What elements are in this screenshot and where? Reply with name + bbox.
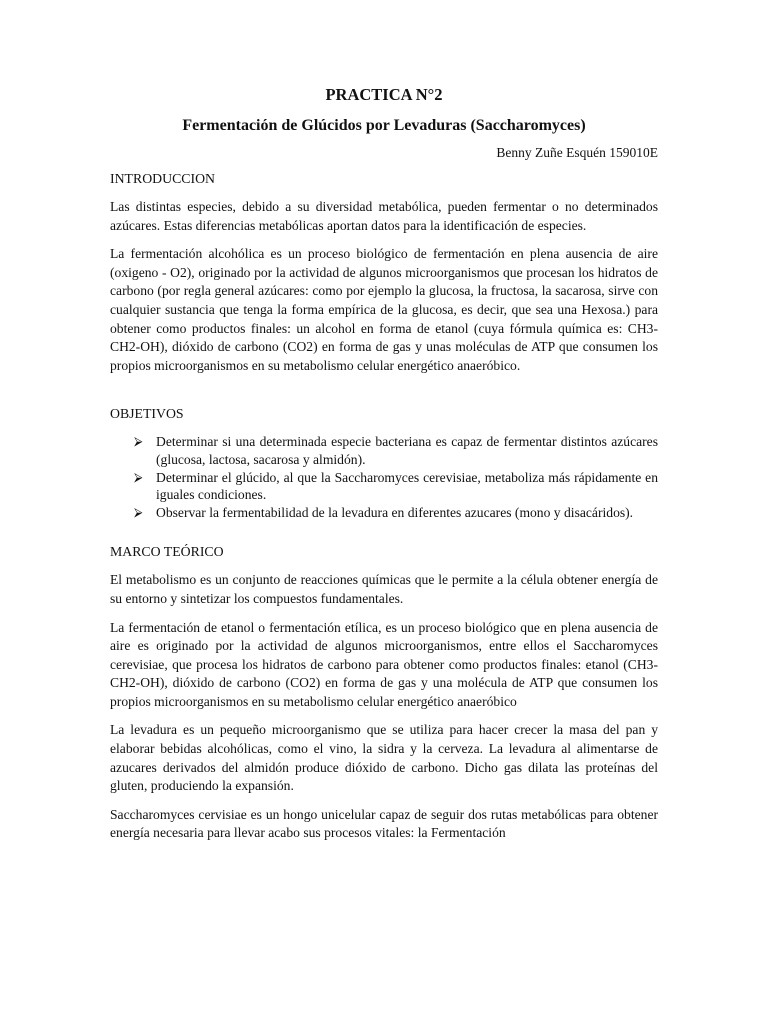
paragraph: Saccharomyces cervisiae es un hongo unicelular capaz de seguir dos rutas metabólicas para obtener energía necesaria para llevar acabo sus procesos vitales: la Fermentación [110,806,658,841]
paragraph: La fermentación de etanol o fermentación etílica, es un proceso biológico que en plena ausencia de aire es originado por la actividad de algunos microorganismos, entre ellos el Saccharomyces cerevisiae, que procesa los hidratos de carbono para obtener como productos finales: etanol (CH3-CH2-OH), dióxido de carbono (CO2) en forma de gas y una molécula de ATP que consumen los propios microorganismos en su metabolismo celular energético anaeróbico [110,619,658,709]
list-item-text: Observar la fermentabilidad de la levadura en diferentes azucares (mono y disacáridos). [156,504,634,520]
list-item [134,504,658,522]
spacer [110,385,658,405]
paragraph: La levadura es un pequeño microorganismo que se utiliza para hacer crecer la masa del pan y elaborar bebidas alcohólicas, como el vino, la sidra y la cerveza. La levadura al alimentarse de azucares derivados del almidón produce dióxido de carbono. Dicho gas dilata las proteínas del gluten, produciendo la expansión. [110,722,658,794]
document-subtitle: Fermentación de Glúcidos por Levaduras (Saccharomyces) [182,117,586,134]
document-title: PRACTICA N°2 [325,85,443,104]
paragraph: El metabolismo es un conjunto de reacciones químicas que le permite a la célula obtener energía de su entorno y sintetizar los compuestos fundamentales. [110,572,658,606]
paragraph: La fermentación alcohólica es un proceso biológico de fermentación en plena ausencia de aire (oxigeno - O2), originado por la actividad de algunos microorganismos que procesan los hidratos de carbono (por regla general azúcares: como por ejemplo la glucosa, la fructosa, la sacarosa, sirve con cualquier sustancia que tenga la forma empírica de la glucosa, es decir, que sea una Hexosa.) para obtener como productos finales: un alcohol en forma de etanol (cuya fórmula química es: CH3-CH2-OH), dióxido de carbono (CO2) en forma de gas y unas moléculas de ATP que consumen los propios microorganismos en su metabolismo celular energético anaeróbico. [110,246,658,373]
section-heading-objetivos: OBJETIVOS [110,406,184,422]
list-item [134,433,658,468]
list-item [134,469,658,504]
spacer [110,521,658,543]
section-heading-introduccion: INTRODUCCION [110,171,216,186]
section-introduccion [110,170,658,375]
arrow-bullet-icon: ⮚ [134,434,143,449]
section-objetivos [110,405,658,521]
paragraph: Las distintas especies, debido a su diversidad metabólica, pueden fermentar o no determinados azúcares. Estas diferencias metabólicas aportan datos para la identificación de especies. [110,199,658,233]
list-item-text: Determinar si una determinada especie bacteriana es capaz de fermentar distintos azúcares (glucosa, lactosa, sacarosa y almidón). [156,434,658,467]
section-marco-teorico [110,543,658,843]
author-line: Benny Zuñe Esquén 159010E [496,145,658,160]
objectives-list [110,433,658,521]
arrow-bullet-icon: ⮚ [134,469,143,484]
arrow-bullet-icon: ⮚ [134,504,143,519]
section-heading-marco-teorico: MARCO TEÓRICO [110,544,224,560]
list-item-text: Determinar el glúcido, al que la Saccharomyces cerevisiae, metaboliza más rápidamente en iguales condiciones. [156,469,658,503]
